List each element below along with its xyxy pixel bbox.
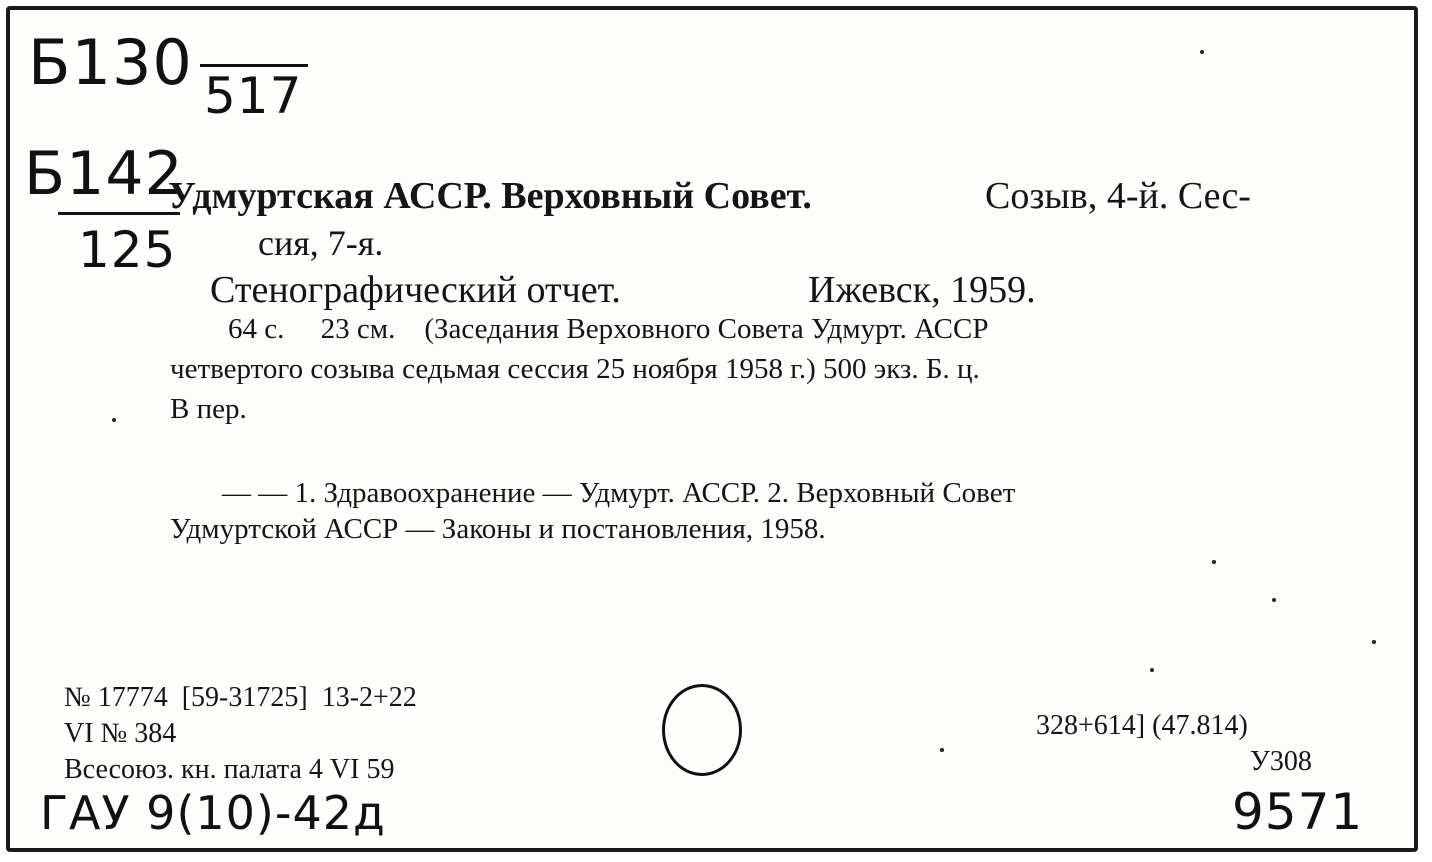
speck [1272,598,1276,602]
entry-title: Стенографический отчет. [210,269,621,311]
code-2-underline [58,212,180,215]
handwritten-code-2: Б142 [24,139,184,209]
entry-heading-continuation: сия, 7-я. [258,223,384,263]
entry-description-line-3: В пер. [170,393,247,425]
handwritten-bottom-left: ГАУ 9(10)-42д [40,786,386,840]
entry-imprint: Ижевск, 1959. [808,269,1036,311]
subjects-line-2: Удмуртской АССР — Законы и постановления, 1958. [170,513,826,545]
handwritten-bottom-right: 9571 [1232,783,1364,841]
footer-right-line-1: 328+614] (47.814) [1036,710,1248,741]
footer-left-line-2: VI № 384 [64,718,177,749]
handwritten-code-1-sub: 517 [204,67,303,125]
speck [1212,560,1216,564]
card-hole-circle [662,684,742,776]
speck [1200,50,1204,54]
handwritten-code-2-sub: 125 [78,221,177,279]
speck [1150,668,1154,672]
entry-description-line-1: 64 с. 23 см. (Заседания Верховного Совета Удмурт. АССР [228,313,989,345]
entry-heading-bold: Удмуртская АССР. Верховный Совет. [168,175,812,217]
speck [940,748,944,752]
subjects-line-1: — — 1. Здравоохранение — Удмурт. АССР. 2. Верховный Совет [222,477,1016,509]
footer-left-line-3: Всесоюз. кн. палата 4 VI 59 [64,754,395,785]
entry-description-line-2: четвертого созыва седьмая сессия 25 ноября 1958 г.) 500 экз. Б. ц. [170,353,980,385]
footer-left-line-1: № 17774 [59-31725] 13-2+22 [64,682,417,713]
speck [1372,640,1376,644]
footer-right-line-2: У308 [1250,746,1312,777]
handwritten-code-1: Б130 [28,26,193,99]
entry-heading-rest: Созыв, 4-й. Сес- [985,175,1251,217]
speck [112,418,116,422]
